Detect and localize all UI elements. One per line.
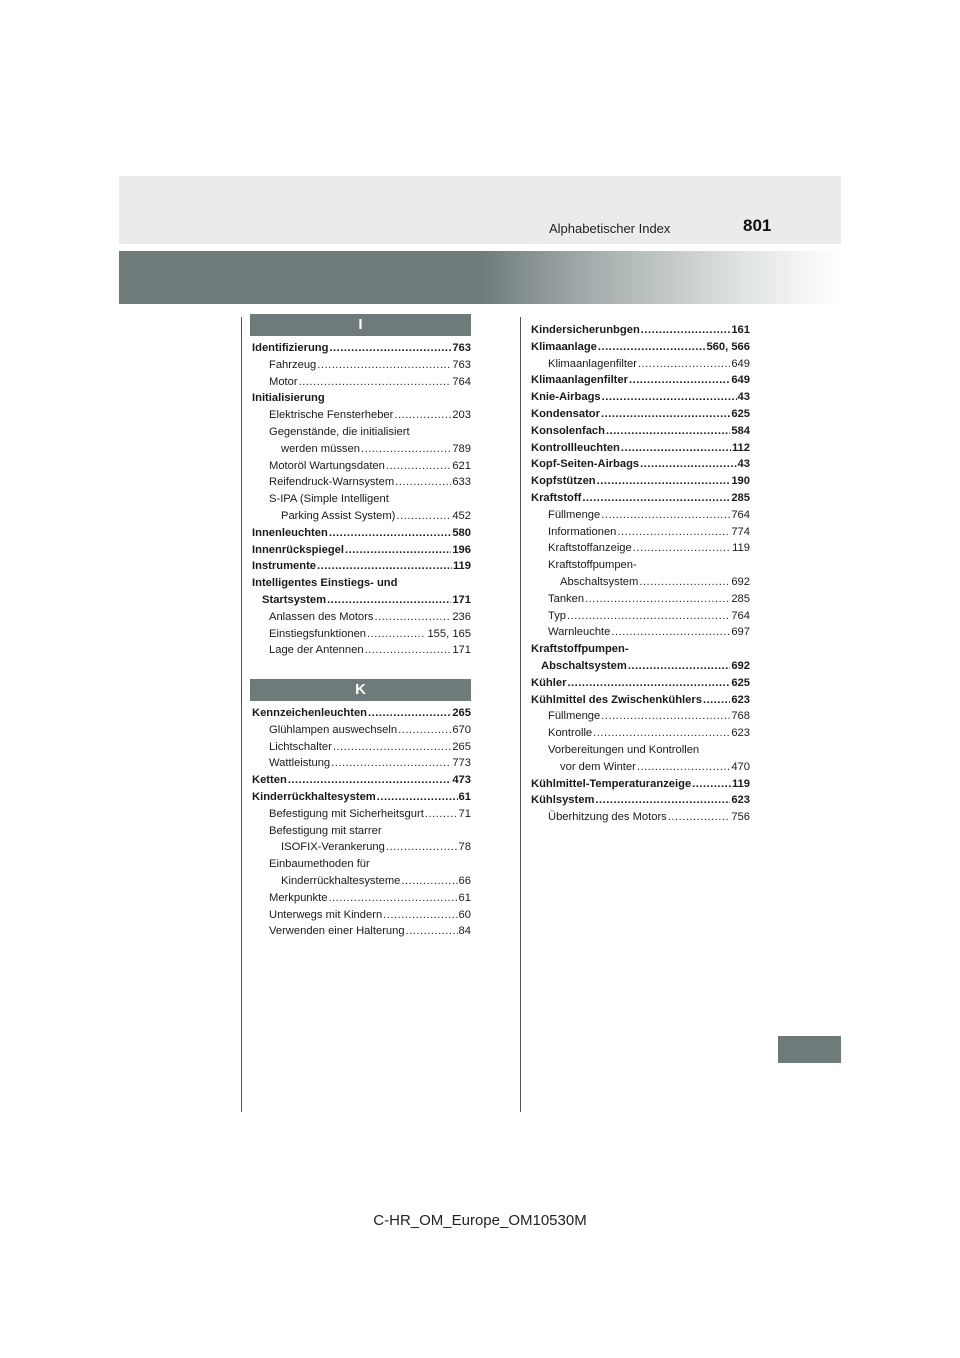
index-subentry[interactable]: Verwenden einer Halterung ..... 84 <box>252 923 471 940</box>
index-subentry[interactable]: Informationen ..... 774 <box>531 524 750 541</box>
index-subentry[interactable]: Klimaanlagenfilter ..... 649 <box>531 356 750 373</box>
index-entry[interactable]: Klimaanlagenfilter ..... 649 <box>531 372 750 389</box>
index-subentry[interactable]: Parking Assist System) ..... 452 <box>252 508 471 525</box>
index-subentry[interactable]: Anlassen des Motors ..... 236 <box>252 609 471 626</box>
index-subentry[interactable]: Befestigung mit Sicherheitsgurt ..... 71 <box>252 806 471 823</box>
index-subentry[interactable]: Lichtschalter ..... 265 <box>252 739 471 756</box>
index-column-i <box>252 340 471 659</box>
index-subentry[interactable]: Motoröl Wartungsdaten ..... 621 <box>252 458 471 475</box>
section-header-i: I <box>250 314 471 336</box>
index-subentry[interactable]: Füllmenge ..... 768 <box>531 708 750 725</box>
index-entry[interactable]: Abschaltsystem ..... 692 <box>531 658 750 675</box>
index-entry[interactable]: Innenleuchten ..... 580 <box>252 525 471 542</box>
index-entry[interactable]: Instrumente ..... 119 <box>252 558 471 575</box>
index-entry: Kraftstoffpumpen- <box>531 643 629 656</box>
index-subentry[interactable]: Überhitzung des Motors ..... 756 <box>531 809 750 826</box>
index-subentry[interactable]: Kontrolle ..... 623 <box>531 725 750 742</box>
index-entry[interactable]: Kindersicherunbgen ..... 161 <box>531 322 750 339</box>
index-subentry: S-IPA (Simple Intelligent <box>269 493 389 506</box>
index-entry[interactable]: Kennzeichenleuchten ..... 265 <box>252 705 471 722</box>
index-subentry: Vorbereitungen und Kontrollen <box>548 743 700 756</box>
index-subentry: Befestigung mit starrer <box>269 824 382 837</box>
index-entry[interactable]: Kinderrückhaltesystem ..... 61 <box>252 789 471 806</box>
index-subentry[interactable]: Tanken ..... 285 <box>531 591 750 608</box>
index-subentry[interactable]: Abschaltsystem ..... 692 <box>531 574 750 591</box>
section-header-k: K <box>250 679 471 701</box>
index-entry[interactable]: Kraftstoff ..... 285 <box>531 490 750 507</box>
index-subentry[interactable]: Einstiegsfunktionen ..... 155, 165 <box>252 626 471 643</box>
index-subentry[interactable]: Fahrzeug ..... 763 <box>252 357 471 374</box>
index-subentry[interactable]: vor dem Winter ..... 470 <box>531 759 750 776</box>
page-number: 801 <box>743 216 772 235</box>
index-subentry: Einbaumethoden für <box>269 858 370 871</box>
index-subentry[interactable]: Warnleuchte ..... 697 <box>531 624 750 641</box>
header-title: Alphabetischer Index <box>549 221 671 236</box>
index-subentry[interactable]: Elektrische Fensterheber ..... 203 <box>252 407 471 424</box>
index-subentry[interactable]: ISOFIX-Verankerung ..... 78 <box>252 839 471 856</box>
index-subentry[interactable]: Glühlampen auswechseln ..... 670 <box>252 722 471 739</box>
index-subentry[interactable]: Kinderrückhaltesysteme ..... 66 <box>252 873 471 890</box>
index-entry[interactable]: Startsystem ..... 171 <box>252 592 471 609</box>
index-subentry[interactable]: Merkpunkte ..... 61 <box>252 890 471 907</box>
index-subentry: Kraftstoffpumpen- <box>548 559 637 572</box>
index-subentry: Gegenstände, die initialisiert <box>269 425 410 438</box>
index-entry[interactable]: Knie-Airbags ..... 43 <box>531 389 750 406</box>
index-entry[interactable]: Ketten ..... 473 <box>252 772 471 789</box>
chapter-band <box>119 251 841 304</box>
index-column-k <box>252 705 471 940</box>
index-subentry[interactable]: Lage der Antennen ..... 171 <box>252 642 471 659</box>
index-subentry[interactable]: Reifendruck-Warnsystem ..... 633 <box>252 474 471 491</box>
index-column-k-continued <box>531 322 750 826</box>
column-divider-middle <box>520 317 521 1112</box>
index-entry[interactable]: Kopf-Seiten-Airbags ..... 43 <box>531 456 750 473</box>
column-divider-left <box>241 317 242 1112</box>
index-subentry[interactable]: werden müssen ..... 789 <box>252 441 471 458</box>
index-subentry[interactable]: Motor ..... 764 <box>252 374 471 391</box>
index-subentry[interactable]: Füllmenge ..... 764 <box>531 507 750 524</box>
index-entry[interactable]: Kühlsystem ..... 623 <box>531 792 750 809</box>
index-entry: Initialisierung <box>252 392 325 405</box>
index-entry[interactable]: Innenrückspiegel ..... 196 <box>252 542 471 559</box>
index-entry[interactable]: Kühlmittel-Temperaturanzeige ..... 119 <box>531 776 750 793</box>
header-band <box>119 176 841 244</box>
index-entry[interactable]: Klimaanlage ..... 560, 566 <box>531 339 750 356</box>
chapter-tab[interactable] <box>778 1036 841 1063</box>
index-entry[interactable]: Kühlmittel des Zwischenkühlers ..... 623 <box>531 692 750 709</box>
index-entry[interactable]: Kondensator ..... 625 <box>531 406 750 423</box>
index-entry[interactable]: Konsolenfach ..... 584 <box>531 423 750 440</box>
index-subentry[interactable]: Unterwegs mit Kindern ..... 60 <box>252 907 471 924</box>
index-entry[interactable]: Identifizierung ..... 763 <box>252 340 471 357</box>
index-subentry[interactable]: Kraftstoffanzeige ..... 119 <box>531 540 750 557</box>
index-entry[interactable]: Kühler ..... 625 <box>531 675 750 692</box>
footer-doc-id: C-HR_OM_Europe_OM10530M <box>373 1212 587 1229</box>
index-entry[interactable]: Kopfstützen ..... 190 <box>531 473 750 490</box>
index-subentry[interactable]: Wattleistung ..... 773 <box>252 755 471 772</box>
index-entry: Intelligentes Einstiegs- und <box>252 577 398 590</box>
index-subentry[interactable]: Typ ..... 764 <box>531 608 750 625</box>
index-entry[interactable]: Kontrollleuchten ..... 112 <box>531 440 750 457</box>
